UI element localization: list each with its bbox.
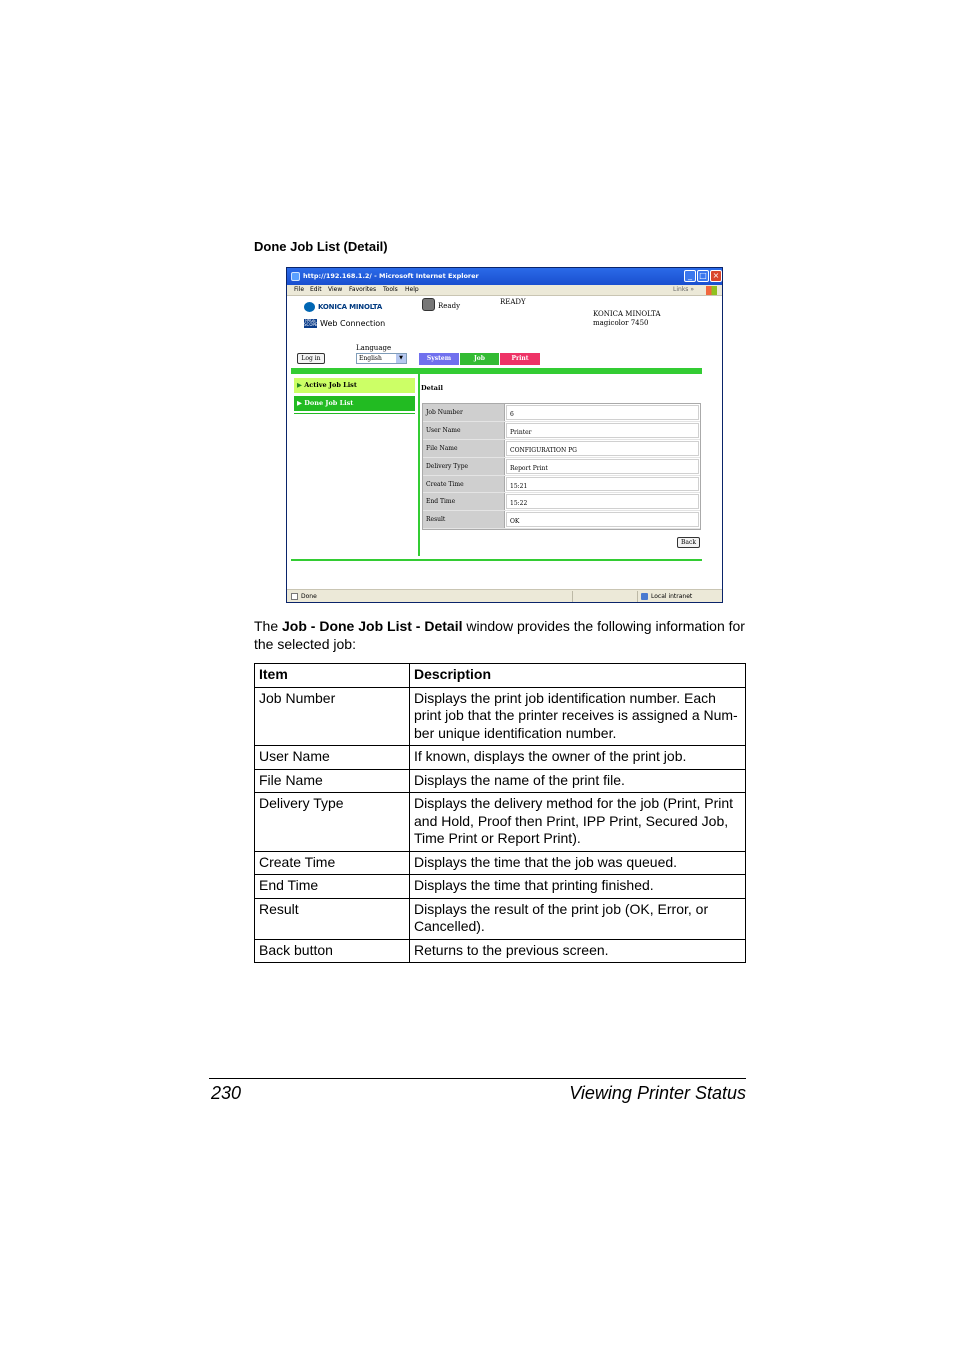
detail-label: Delivery Type — [423, 458, 505, 475]
windows-logo-icon — [706, 286, 717, 295]
detail-label: Result — [423, 511, 505, 528]
statusbar-zone: Local intranet — [651, 593, 693, 600]
detail-value: CONFIGURATION PG — [506, 441, 699, 456]
table-cell-item: Back button — [255, 939, 410, 963]
detail-label: Create Time — [423, 476, 505, 493]
table-row — [255, 746, 746, 770]
table-cell-item: Delivery Type — [255, 793, 410, 852]
footer-rule — [209, 1078, 746, 1079]
konica-minolta-logo — [304, 301, 404, 313]
detail-label: File Name — [423, 440, 505, 457]
table-row — [255, 793, 746, 852]
maximize-icon[interactable]: □ — [697, 270, 709, 282]
links-toolbar[interactable]: Links » — [673, 286, 694, 293]
table-row — [255, 939, 746, 963]
logo-text: KONICA MINOLTA — [318, 303, 383, 311]
detail-value: 15:22 — [506, 494, 699, 509]
footer-divider — [291, 559, 702, 561]
intranet-icon — [641, 593, 648, 600]
detail-title: Detail — [421, 384, 443, 392]
sidebar-divider — [294, 413, 415, 414]
sidebar-item-label: Active Job List — [304, 381, 357, 389]
detail-row — [423, 493, 700, 511]
table-cell-description: Displays the delivery method for the job (Print, Print and Hold, Proof then Print, IPP Print, Secured Job, Time Print or Report Print). — [410, 793, 746, 852]
back-button[interactable]: Back — [677, 537, 700, 548]
detail-row — [423, 440, 700, 458]
statusbar-divider — [572, 591, 573, 602]
close-icon[interactable]: × — [710, 270, 722, 282]
table-cell-item: Result — [255, 898, 410, 939]
ie-icon — [291, 272, 300, 281]
browser-content — [290, 297, 718, 586]
menu-tools[interactable]: Tools — [383, 286, 398, 293]
sidebar-item-done-job-list[interactable] — [294, 396, 415, 411]
detail-value: 6 — [506, 405, 699, 420]
tab-job[interactable]: Job — [460, 353, 499, 365]
intro-post: window provides the following information for the selected job: — [254, 618, 745, 652]
sidebar-item-label: Done Job List — [304, 399, 354, 407]
detail-row — [423, 404, 700, 422]
table-cell-item: Create Time — [255, 851, 410, 875]
section-heading: Done Job List (Detail) — [254, 239, 388, 254]
intro-paragraph — [254, 617, 749, 653]
detail-label: Job Number — [423, 404, 505, 421]
browser-title: http://192.168.1.2/ - Microsoft Internet Explorer — [303, 272, 479, 280]
footer-title: Viewing Printer Status — [569, 1083, 746, 1103]
table-row — [255, 687, 746, 746]
table-header: Item — [255, 664, 410, 688]
arrow-right-icon: ▶ — [297, 381, 302, 389]
language-label: Language — [356, 344, 392, 352]
detail-value: Printer — [506, 423, 699, 438]
table-cell-description: Returns to the previous screen. — [410, 939, 746, 963]
table-header-row — [255, 664, 746, 688]
brand-name: KONICA MINOLTA — [593, 310, 661, 318]
statusbar-text: Done — [301, 593, 317, 600]
login-button[interactable]: Log in — [297, 353, 325, 364]
arrow-right-icon: ▶ — [297, 399, 302, 407]
table-row — [255, 898, 746, 939]
browser-statusbar — [287, 589, 722, 602]
menu-help[interactable]: Help — [405, 286, 419, 293]
status-ready-large: READY — [500, 298, 526, 306]
statusbar-divider — [637, 591, 638, 602]
table-cell-description: Displays the time that printing finished. — [410, 875, 746, 899]
sidebar-item-active-job-list[interactable] — [294, 378, 415, 393]
konica-minolta-logo-icon — [304, 302, 315, 312]
table-cell-item: End Time — [255, 875, 410, 899]
detail-value: OK — [506, 512, 699, 527]
intro-bold: Job - Done Job List - Detail — [282, 618, 463, 634]
table-cell-item: User Name — [255, 746, 410, 770]
minimize-icon[interactable]: _ — [684, 270, 696, 282]
menu-file[interactable]: File — [294, 286, 305, 293]
detail-row — [423, 458, 700, 476]
model-name: magicolor 7450 — [593, 319, 649, 327]
browser-menubar — [287, 285, 722, 296]
table-cell-item: File Name — [255, 769, 410, 793]
header-divider — [291, 368, 702, 374]
detail-label: User Name — [423, 422, 505, 439]
menu-view[interactable]: View — [328, 286, 343, 293]
description-table — [254, 663, 746, 963]
detail-row — [423, 422, 700, 440]
detail-value: 15:21 — [506, 477, 699, 492]
table-cell-description: Displays the result of the print job (OK, Error, or Cancelled). — [410, 898, 746, 939]
table-cell-description: Displays the print job identification number. Each print job that the printer receives is assigned a Num-ber unique identification number. — [410, 687, 746, 746]
table-row — [255, 875, 746, 899]
page-number: 230 — [211, 1083, 242, 1103]
language-value: English — [359, 355, 382, 362]
browser-window-screenshot — [286, 267, 723, 603]
page-icon — [291, 593, 298, 600]
table-cell-description: Displays the time that the job was queued. — [410, 851, 746, 875]
menu-edit[interactable]: Edit — [310, 286, 322, 293]
table-header: Description — [410, 664, 746, 688]
language-select[interactable] — [356, 353, 407, 364]
table-cell-description: If known, displays the owner of the print job. — [410, 746, 746, 770]
menu-favorites[interactable]: Favorites — [349, 286, 377, 293]
tab-system[interactable]: System — [419, 353, 459, 365]
status-ready-small: Ready — [438, 302, 461, 310]
chevron-down-icon[interactable]: ▼ — [396, 354, 406, 363]
table-row — [255, 769, 746, 793]
pagescope-logo — [304, 318, 424, 330]
intro-pre: The — [254, 618, 283, 634]
tab-print[interactable]: Print — [500, 353, 540, 365]
sidebar-border — [418, 374, 420, 556]
detail-value: Report Print — [506, 459, 699, 474]
detail-label: End Time — [423, 493, 505, 510]
pagescope-text: Web Connection — [320, 319, 386, 328]
detail-table — [422, 403, 701, 530]
table-row — [255, 851, 746, 875]
detail-row — [423, 511, 700, 529]
printer-status-icon — [422, 298, 435, 311]
detail-row — [423, 476, 700, 494]
pagescope-icon: PAGE SCOPE — [304, 318, 318, 327]
table-cell-description: Displays the name of the print file. — [410, 769, 746, 793]
table-cell-item: Job Number — [255, 687, 410, 746]
browser-titlebar — [287, 268, 722, 285]
